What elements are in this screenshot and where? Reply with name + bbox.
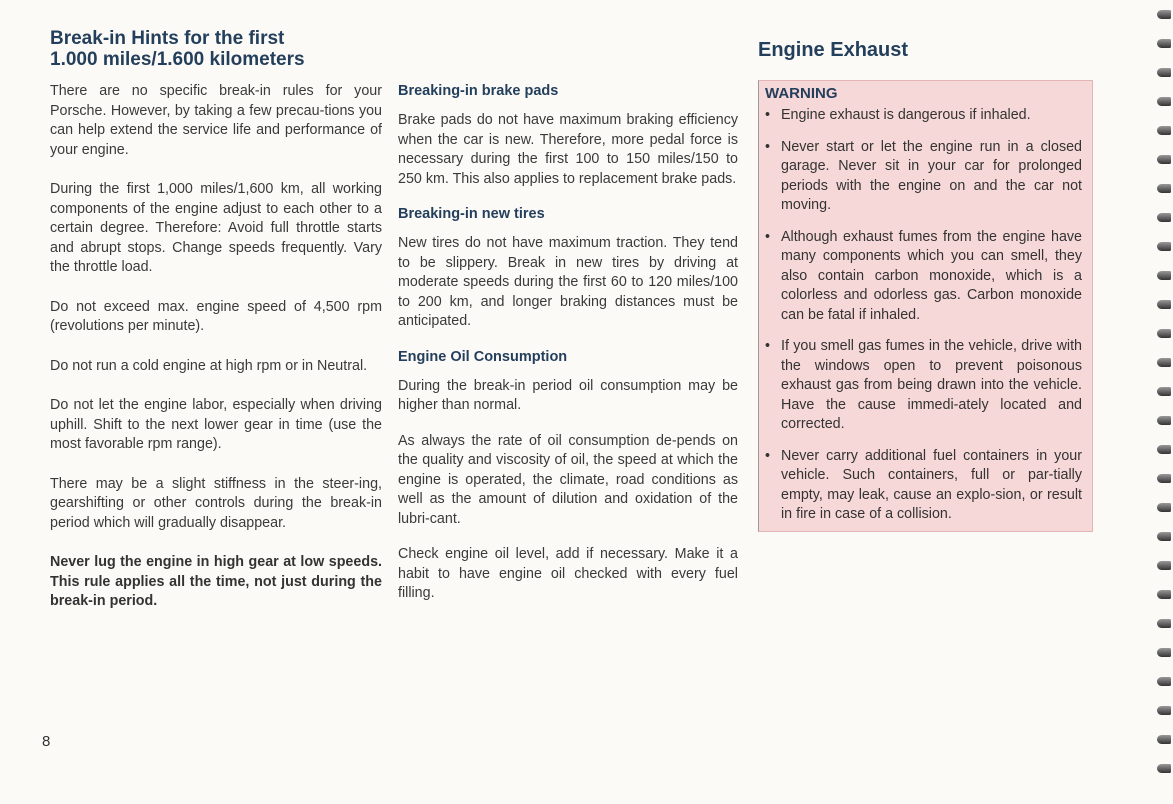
- binding-ring: [1157, 474, 1171, 483]
- page-number: 8: [42, 733, 51, 750]
- bullet-icon: •: [765, 138, 771, 155]
- paragraph: New tires do not have maximum traction. They tend to be slippery. Break in new tires by driving at moderate speeds during the first 60 to 120 miles/100 to 200 km, and longer braking distances must be anticipated.: [398, 235, 738, 329]
- binding-ring: [1157, 271, 1171, 280]
- engine-exhaust-title: Engine Exhaust: [758, 39, 909, 61]
- section-heading-brake-pads: Breaking-in brake pads: [398, 83, 559, 99]
- section-heading-oil-consumption: Engine Oil Consumption: [398, 348, 568, 365]
- paragraph: Do not run a cold engine at high rpm or in Neutral.: [50, 357, 368, 374]
- binding-ring: [1157, 619, 1171, 628]
- binding-ring: [1157, 764, 1171, 773]
- section-heading-new-tires: Breaking-in new tires: [398, 206, 545, 222]
- warning-box: [758, 80, 1093, 532]
- warning-text: Although exhaust fumes from the engine have many components which you can smell, they also contain carbon monoxide, which is a colorless and odorless gas. Carbon monoxide can be fatal if inhaled.: [781, 228, 1082, 323]
- binding-ring: [1157, 445, 1171, 454]
- binding-ring: [1157, 590, 1171, 599]
- paragraph: Check engine oil level, add if necessary. Make it a habit to have engine oil checked with every fuel filling.: [398, 546, 738, 601]
- binding-ring: [1157, 39, 1171, 48]
- binding-ring: [1157, 532, 1171, 541]
- break-in-title-line1: Break-in Hints for the first: [50, 28, 285, 49]
- paragraph: Do not exceed max. engine speed of 4,500 rpm (revolutions per minute).: [50, 298, 382, 334]
- binding-ring: [1157, 126, 1171, 135]
- binding-ring: [1157, 648, 1171, 657]
- binding-ring: [1157, 503, 1171, 512]
- lug-engine-note: Never lug the engine in high gear at low speeds. This rule applies all the time, not just during the break-in period.: [50, 554, 382, 609]
- paragraph: Brake pads do not have maximum braking efficiency when the car is new. Therefore, more pedal force is necessary during the first 100 to 150 miles/150 to 250 km. This also applies to replacement brake pads.: [398, 112, 738, 187]
- binding-ring: [1157, 677, 1171, 686]
- engine-exhaust-column: [758, 40, 1093, 532]
- warning-item: [765, 106, 1082, 126]
- warning-item: [765, 447, 1082, 525]
- break-in-hints-column: [50, 28, 382, 612]
- break-in-title-line2: 1.000 miles/1.600 kilometers: [50, 49, 305, 70]
- warning-text: Engine exhaust is dangerous if inhaled.: [781, 107, 1031, 123]
- binding-ring: [1157, 213, 1171, 222]
- binding-ring: [1157, 68, 1171, 77]
- paragraph: Do not let the engine labor, especially when driving uphill. Shift to the next lower gear in time (use the most favorable rpm range).: [50, 397, 382, 452]
- binding-ring: [1157, 184, 1171, 193]
- warning-item: [765, 228, 1082, 326]
- binding-ring: [1157, 97, 1171, 106]
- bullet-icon: •: [765, 338, 771, 354]
- warning-text: Never carry additional fuel containers in your vehicle. Such containers, full or par-tially empty, may leak, cause an explo-sion, or result in fire in case of a collision.: [781, 447, 1082, 522]
- bullet-icon: •: [765, 107, 771, 123]
- warning-text: Never start or let the engine run in a closed garage. Never sit in your car for prolonged periods with the engine on and the car not moving.: [781, 138, 1082, 213]
- binding-ring: [1157, 387, 1171, 396]
- paragraph: During the first 1,000 miles/1,600 km, all working components of the engine adjust to each other to a certain degree. Therefore: Avoid full throttle starts and abrupt stops. Change speeds frequently. Vary the throttle load.: [50, 181, 382, 275]
- binding-ring: [1157, 10, 1171, 19]
- paragraph: There may be a slight stiffness in the steer-ing, gearshifting or other controls during the break-in period which will gradually disappear.: [50, 475, 382, 531]
- binding-ring: [1157, 242, 1171, 251]
- binding-ring: [1157, 561, 1171, 570]
- binding-ring: [1157, 329, 1171, 338]
- warning-item: [765, 138, 1082, 216]
- binding-ring: [1157, 735, 1171, 744]
- binding-ring: [1157, 300, 1171, 309]
- warning-item: [765, 337, 1082, 435]
- binding-ring: [1157, 706, 1171, 715]
- warning-label: WARNING: [765, 85, 838, 102]
- binding-ring: [1157, 358, 1171, 367]
- paragraph: There are no specific break-in rules for your Porsche. However, by taking a few precau-tions you can help extend the service life and performance of your engine.: [50, 83, 382, 158]
- binding-ring: [1157, 155, 1171, 164]
- binding-ring: [1157, 416, 1171, 425]
- warning-text: If you smell gas fumes in the vehicle, drive with the windows open to prevent poisonous exhaust gas from being drawn into the vehicle. Have the cause immedi-ately located and corrected.: [781, 338, 1082, 432]
- paragraph: During the break-in period oil consumption may be higher than normal.: [398, 377, 738, 413]
- paragraph: As always the rate of oil consumption de-pends on the quality and viscosity of oil, the speed at which the engine is operated, the climate, road conditions as well as the amount of dilution and oxidation of the lubri-cant.: [398, 432, 738, 527]
- break-in-title: [50, 28, 382, 70]
- bullet-icon: •: [765, 228, 771, 245]
- bullet-icon: •: [765, 447, 771, 464]
- break-in-components-column: [398, 82, 738, 620]
